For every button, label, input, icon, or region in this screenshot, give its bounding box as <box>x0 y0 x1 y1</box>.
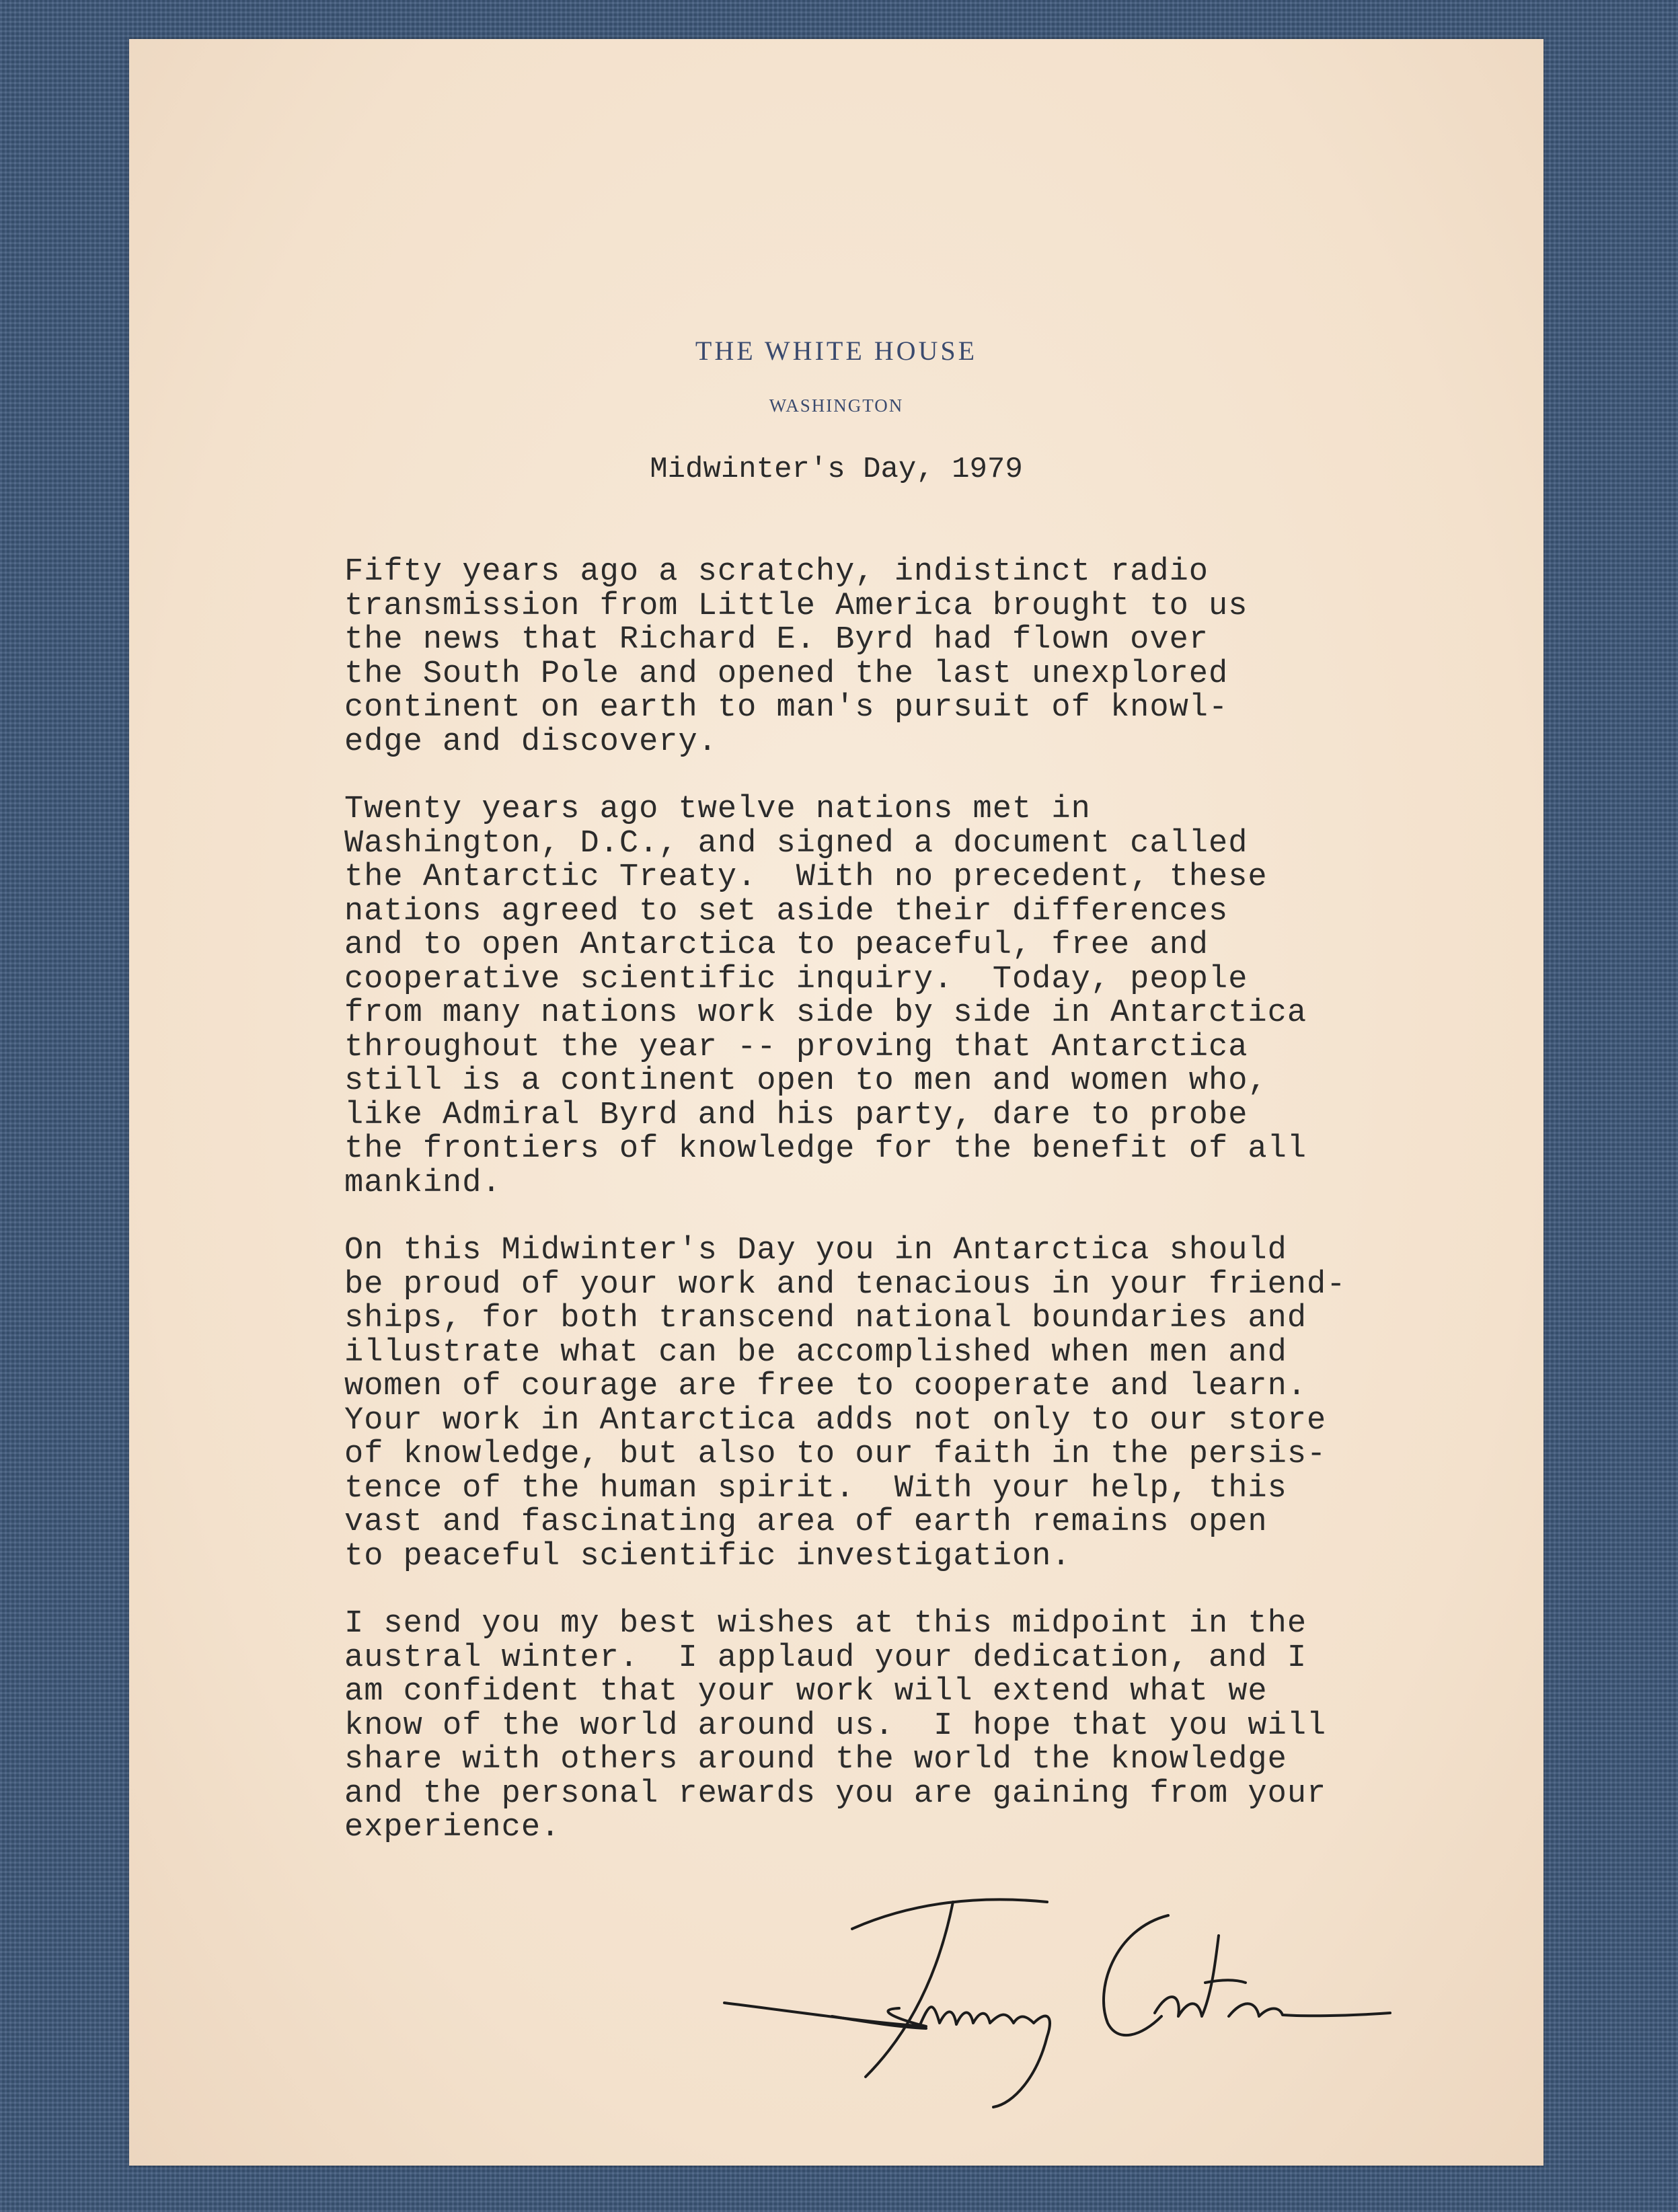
paragraph-3: On this Midwinter's Day you in Antarctica should be proud of your work and tenacious in your friend- ships, for both transcend national boundaries and illustrate what can be accomplished when men and women of courage are free to cooperate and learn. Your work in Antarctica adds not only to our store of knowledge, but also to our faith in the persis- tence of the human spirit. With your help, this vast and fascinating area of earth remains open to peaceful scientific investigation. <box>344 1233 1346 1574</box>
letter-date: Midwinter's Day, 1979 <box>650 453 1023 486</box>
paragraph-2: Twenty years ago twelve nations met in Washington, D.C., and signed a document called the Antarctic Treaty. With no precedent, these nations agreed to set aside their differences and to open Antarctica to peaceful, free and cooperative scientific inquiry. Today, people from many nations work side by side in Antarctica throughout the year -- proving that Antarctica still is a continent open to men and women who, like Admiral Byrd and his party, dare to probe the frontiers of knowledge for the benefit of all mankind. <box>344 792 1307 1201</box>
signature <box>697 1855 1464 2110</box>
letterhead-title: THE WHITE HOUSE <box>695 336 978 366</box>
letterhead-city: WASHINGTON <box>769 395 904 416</box>
paragraph-4: I send you my best wishes at this midpoint in the austral winter. I applaud your dedication, and I am confident that your work will extend what we know of the world around us. I hope that you will share with others around the world the knowledge and the personal rewards you are gaining from your experience. <box>344 1606 1327 1845</box>
letter-body <box>344 556 1528 1879</box>
letter-page <box>129 39 1543 2166</box>
paragraph-1: Fifty years ago a scratchy, indistinct radio transmission from Little America brought to us the news that Richard E. Byrd had flown over the South Pole and opened the last unexplored continent on earth to man's pursuit of knowl- edge and discovery. <box>344 554 1248 760</box>
